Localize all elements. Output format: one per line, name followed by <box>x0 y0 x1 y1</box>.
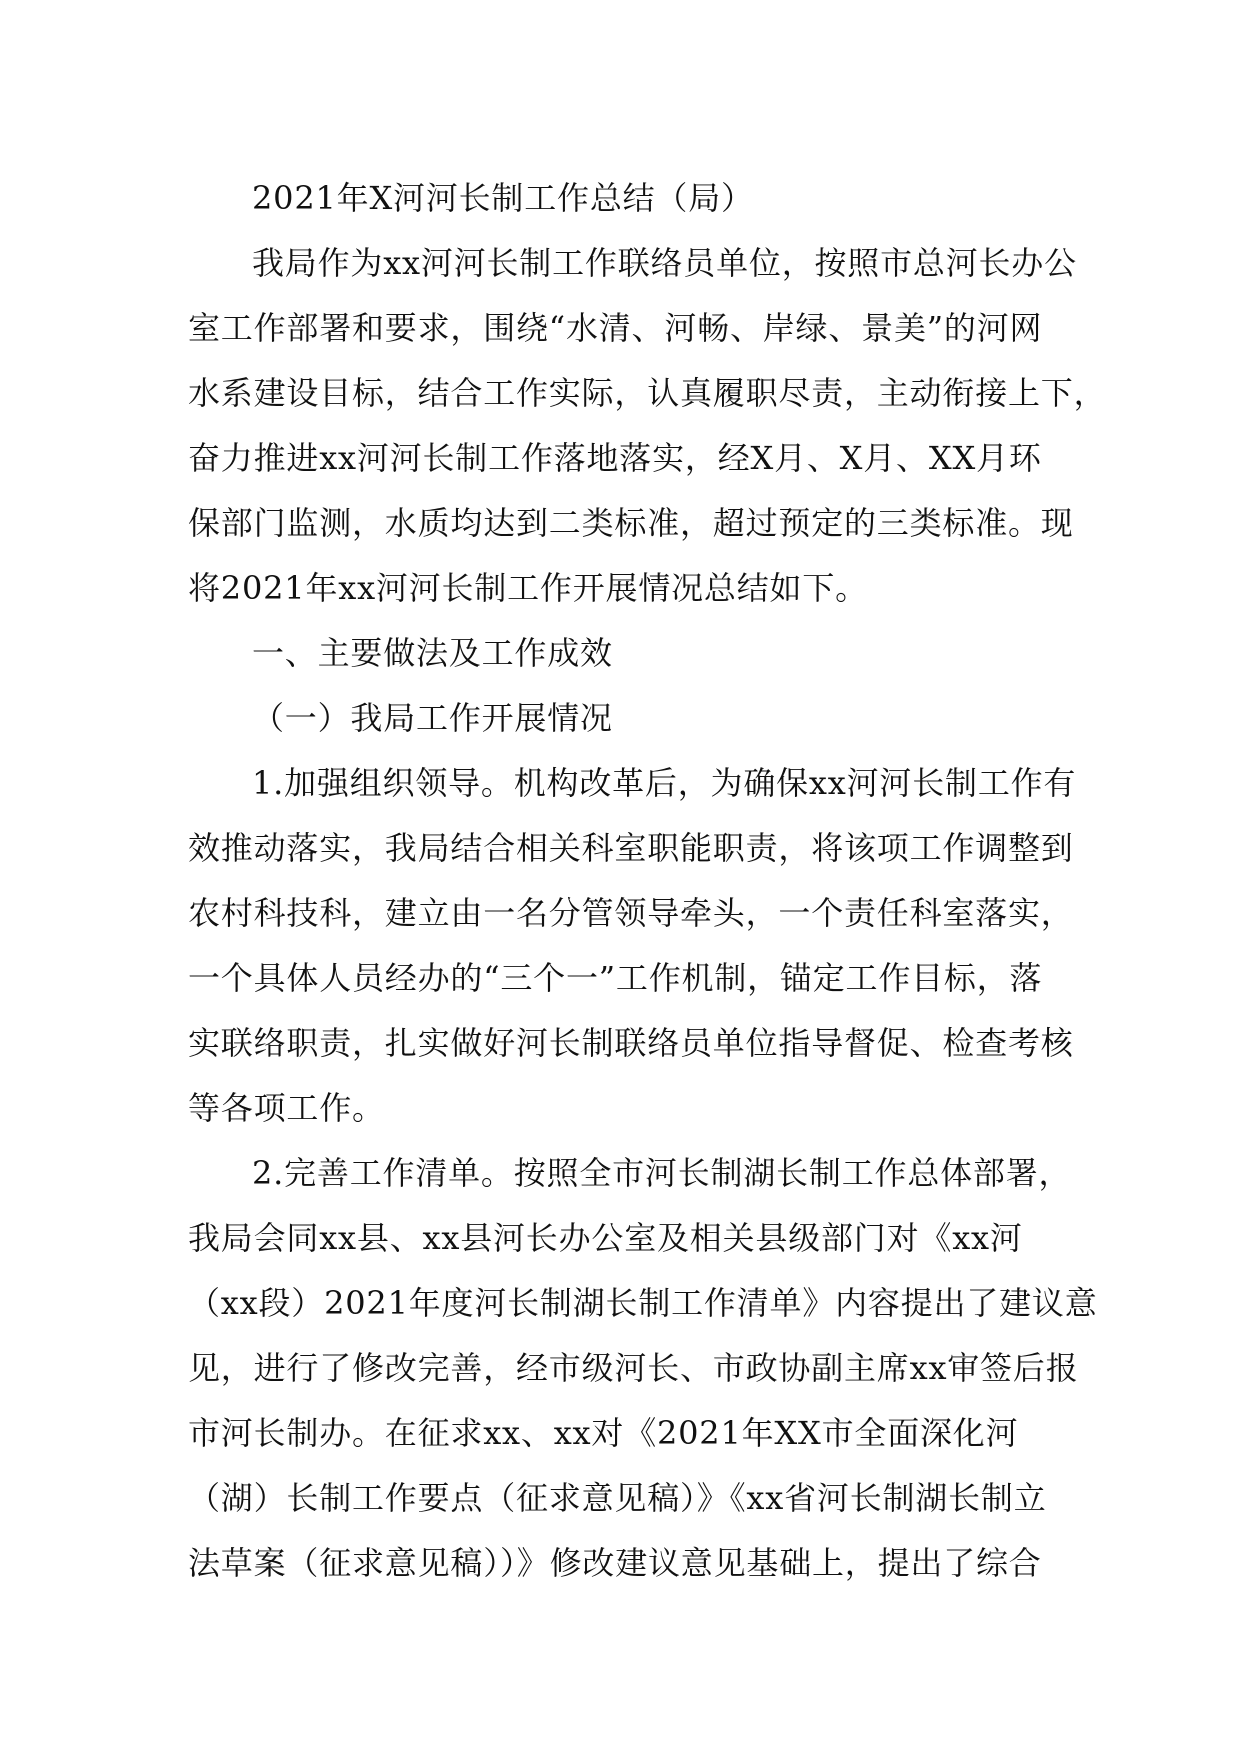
text-line: 效推动落实，我局结合相关科室职能职责，将该项工作调整到 <box>188 829 1074 867</box>
text-line: 我局会同xx县、xx县河长办公室及相关县级部门对《xx河 <box>188 1219 1023 1257</box>
subsection-heading: （一）我局工作开展情况 <box>252 699 613 737</box>
text-line: 等各项工作。 <box>188 1089 385 1127</box>
text-line: （湖）长制工作要点（征求意见稿）》《xx省河长制湖长制立 <box>188 1479 1047 1517</box>
text-line: 室工作部署和要求，围绕“水清、河畅、岸绿、景美”的河网 <box>188 309 1043 347</box>
section-heading: 一、主要做法及工作成效 <box>252 634 613 672</box>
text-line: 水系建设目标，结合工作实际，认真履职尽责，主动衔接上下， <box>188 374 1107 412</box>
text-line: 市河长制办。在征求xx、xx对《2021年XX市全面深化河 <box>188 1414 1019 1452</box>
text-line: 见，进行了修改完善，经市级河长、市政协副主席xx审签后报 <box>188 1349 1079 1387</box>
text-line: 保部门监测，水质均达到二类标准，超过预定的三类标准。现 <box>188 504 1074 542</box>
document-title: 2021年X河河长制工作总结（局） <box>252 179 754 217</box>
text-line: 一个具体人员经办的“三个一”工作机制，锚定工作目标，落 <box>188 959 1043 997</box>
paragraph-item-1 <box>188 751 1088 1141</box>
text-line: 奋力推进xx河河长制工作落地落实，经X月、X月、XX月环 <box>188 439 1042 477</box>
text-line: 农村科技科，建立由一名分管领导牵头，一个责任科室落实， <box>188 894 1074 932</box>
text-line: 我局作为xx河河长制工作联络员单位，按照市总河长办公 <box>252 244 1077 282</box>
paragraph-item-2 <box>188 1141 1098 1596</box>
document-body <box>188 166 1107 1596</box>
text-line: 将2021年xx河河长制工作开展情况总结如下。 <box>188 569 868 607</box>
text-line: 实联络职责，扎实做好河长制联络员单位指导督促、检查考核 <box>188 1024 1074 1062</box>
text-line: 法草案（征求意见稿））》修改建议意见基础上，提出了综合 <box>188 1544 1042 1582</box>
text-line: （xx段）2021年度河长制湖长制工作清单》内容提出了建议意 <box>188 1284 1098 1322</box>
text-line: 2.完善工作清单。按照全市河长制湖长制工作总体部署， <box>252 1154 1072 1192</box>
paragraph-intro <box>188 231 1107 621</box>
text-line: 1.加强组织领导。机构改革后，为确保xx河河长制工作有 <box>252 764 1077 802</box>
